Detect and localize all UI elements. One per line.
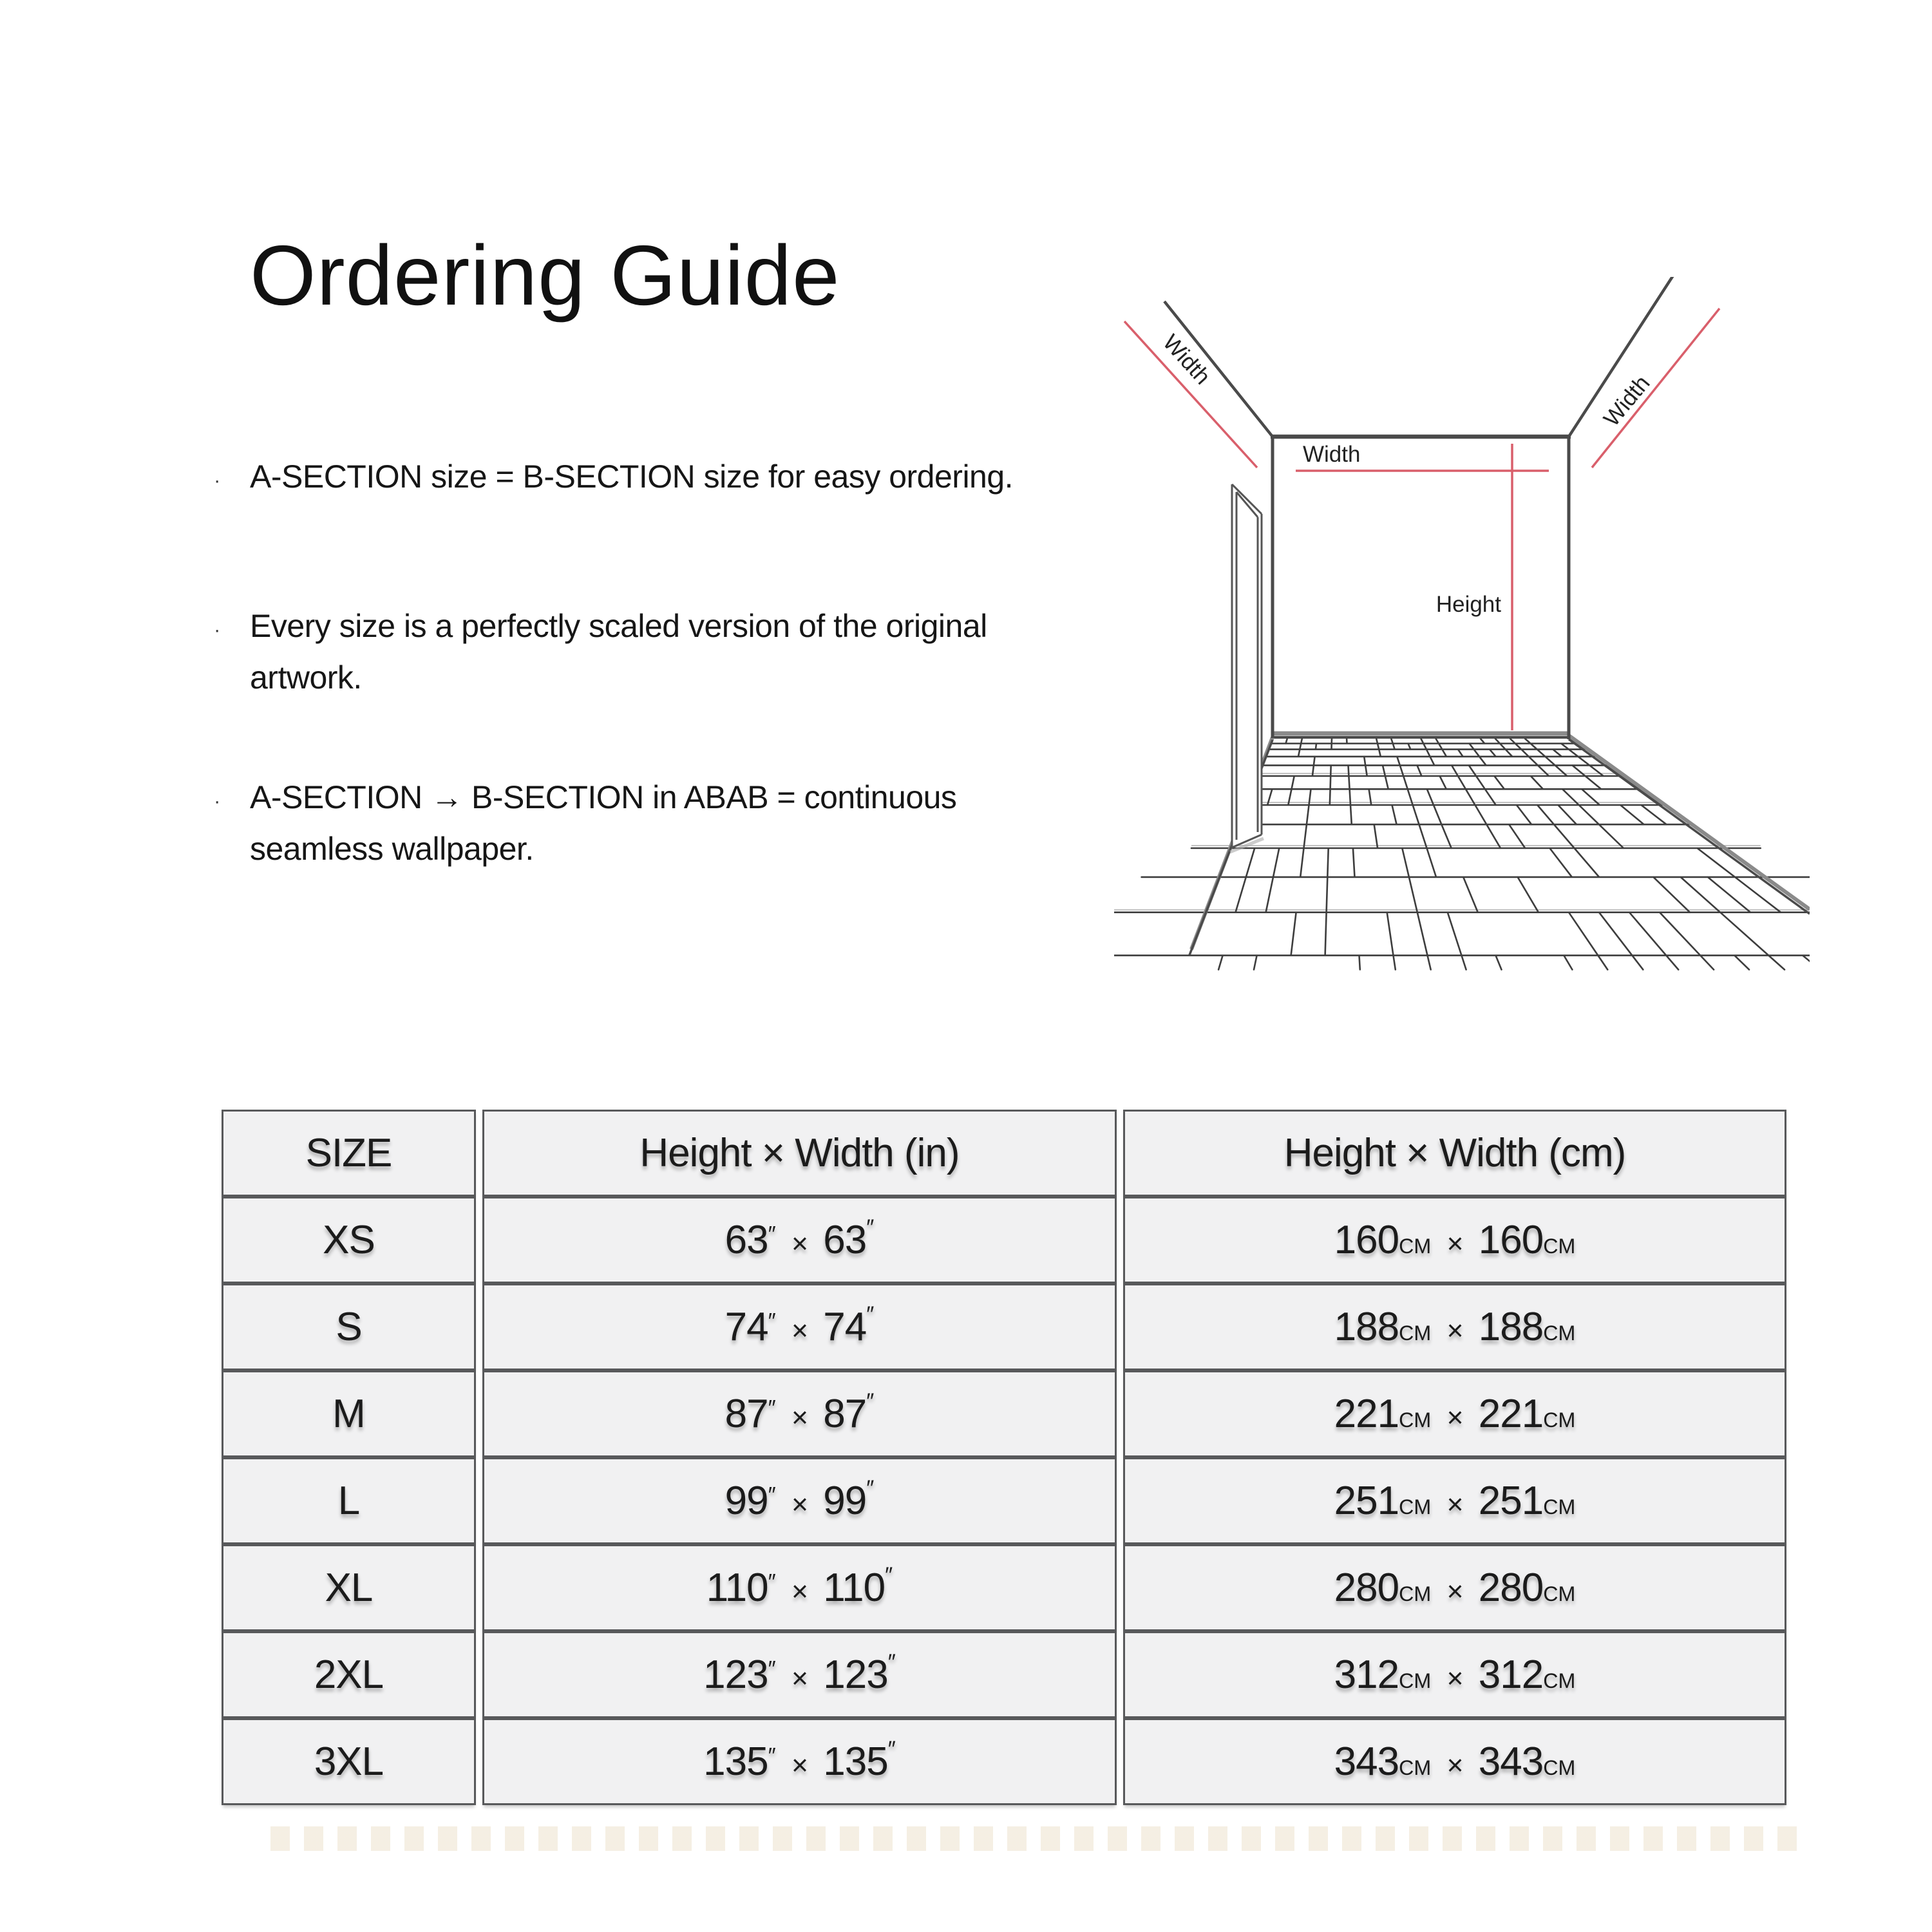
times-sign: ×: [1446, 1489, 1463, 1520]
baseboards: [1189, 734, 1810, 955]
wall-height-label: Height: [1435, 592, 1501, 617]
inch-mark: ″: [768, 1656, 776, 1681]
cell-inches: 74″ × 74″: [482, 1283, 1117, 1370]
inch-mark: ″: [768, 1482, 776, 1508]
faint-watermark-strip: [270, 1826, 1797, 1851]
column-header-size: SIZE: [222, 1110, 476, 1197]
table-row: [222, 1457, 1786, 1544]
cell-inches: 63″ × 63″: [482, 1197, 1117, 1283]
times-sign: ×: [791, 1315, 808, 1347]
times-sign: ×: [791, 1663, 808, 1694]
cm-unit: CM: [1543, 1582, 1576, 1605]
table-row: [222, 1718, 1786, 1805]
table-row: [222, 1197, 1786, 1283]
times-sign: ×: [1446, 1663, 1463, 1694]
inch-mark: ″: [768, 1222, 776, 1247]
cell-size: L: [222, 1457, 476, 1544]
bullet-dot: ·: [214, 790, 220, 812]
column-header-inches: Height × Width (in): [482, 1110, 1117, 1197]
table-row: [222, 1544, 1786, 1631]
cm-unit: CM: [1399, 1321, 1432, 1345]
bullet-text: A-SECTION size = B-SECTION size for easy ordering.: [250, 459, 1014, 495]
bullet-text: A-SECTION → B-SECTION in ABAB = continuous seamless wallpaper.: [250, 779, 957, 867]
cm-unit: CM: [1543, 1669, 1576, 1692]
times-sign: ×: [791, 1228, 808, 1260]
cell-cm: 343CM × 343CM: [1123, 1718, 1786, 1805]
times-sign: ×: [791, 1402, 808, 1434]
measure-line-ceiling-right: [1592, 308, 1719, 468]
room-illustration: [1114, 277, 1810, 985]
cell-size: XL: [222, 1544, 476, 1631]
bullet-easy-ordering: [214, 451, 1218, 502]
inch-mark: ″: [866, 1389, 875, 1414]
cell-inches: 135″ × 135″: [482, 1718, 1117, 1805]
cell-cm: 280CM × 280CM: [1123, 1544, 1786, 1631]
cell-cm: 188CM × 188CM: [1123, 1283, 1786, 1370]
table-row: [222, 1370, 1786, 1457]
times-sign: ×: [1446, 1402, 1463, 1434]
cell-cm: 312CM × 312CM: [1123, 1631, 1786, 1718]
bullet-seamless-wallpaper: [214, 772, 1218, 875]
times-sign: ×: [791, 1489, 808, 1520]
cell-cm: 160CM × 160CM: [1123, 1197, 1786, 1283]
ceiling-right-width-label: Width: [1598, 370, 1655, 431]
ceiling-left-width-label: Width: [1158, 330, 1216, 390]
inch-mark: ″: [768, 1396, 776, 1421]
cell-size: 3XL: [222, 1718, 476, 1805]
cell-inches: 99″ × 99″: [482, 1457, 1117, 1544]
cell-size: M: [222, 1370, 476, 1457]
cm-unit: CM: [1543, 1756, 1576, 1779]
cm-unit: CM: [1399, 1235, 1432, 1258]
inch-mark: ″: [768, 1569, 776, 1595]
times-sign: ×: [1446, 1576, 1463, 1607]
door: [1230, 484, 1264, 852]
bullet-text: Every size is a perfectly scaled version of the original artwork.: [250, 608, 987, 696]
floor-tile-shadow-lines: [1114, 773, 1810, 910]
times-sign: ×: [791, 1576, 808, 1607]
wall-width-label: Width: [1303, 442, 1361, 467]
inch-mark: ″: [768, 1309, 776, 1334]
cm-unit: CM: [1399, 1756, 1432, 1779]
inch-mark: ″: [768, 1743, 776, 1768]
inch-mark: ″: [866, 1302, 875, 1327]
cm-unit: CM: [1543, 1495, 1576, 1519]
table-header-row: [222, 1110, 1786, 1197]
table-row: [222, 1631, 1786, 1718]
inch-mark: ″: [866, 1476, 875, 1501]
cm-unit: CM: [1543, 1235, 1576, 1258]
cell-inches: 110″ × 110″: [482, 1544, 1117, 1631]
bullet-dot: ·: [214, 618, 220, 641]
inch-mark: ″: [866, 1215, 875, 1240]
column-header-cm: Height × Width (cm): [1123, 1110, 1786, 1197]
cm-unit: CM: [1399, 1408, 1432, 1432]
cm-unit: CM: [1399, 1495, 1432, 1519]
cell-cm: 221CM × 221CM: [1123, 1370, 1786, 1457]
inch-mark: ″: [885, 1563, 893, 1588]
page-title: Ordering Guide: [250, 228, 840, 323]
times-sign: ×: [1446, 1228, 1463, 1260]
cell-size: XS: [222, 1197, 476, 1283]
inch-mark: ″: [887, 1737, 896, 1762]
bullet-dot: ·: [214, 469, 220, 491]
size-table: [215, 1110, 1793, 1805]
cm-unit: CM: [1399, 1582, 1432, 1605]
times-sign: ×: [1446, 1315, 1463, 1347]
table-row: [222, 1283, 1786, 1370]
cell-inches: 123″ × 123″: [482, 1631, 1117, 1718]
cell-size: 2XL: [222, 1631, 476, 1718]
cm-unit: CM: [1543, 1408, 1576, 1432]
cell-size: S: [222, 1283, 476, 1370]
times-sign: ×: [791, 1750, 808, 1781]
cm-unit: CM: [1543, 1321, 1576, 1345]
cell-inches: 87″ × 87″: [482, 1370, 1117, 1457]
cm-unit: CM: [1399, 1669, 1432, 1692]
times-sign: ×: [1446, 1750, 1463, 1781]
inch-mark: ″: [887, 1650, 896, 1675]
cell-cm: 251CM × 251CM: [1123, 1457, 1786, 1544]
bullet-scaled-artwork: [214, 600, 1218, 703]
